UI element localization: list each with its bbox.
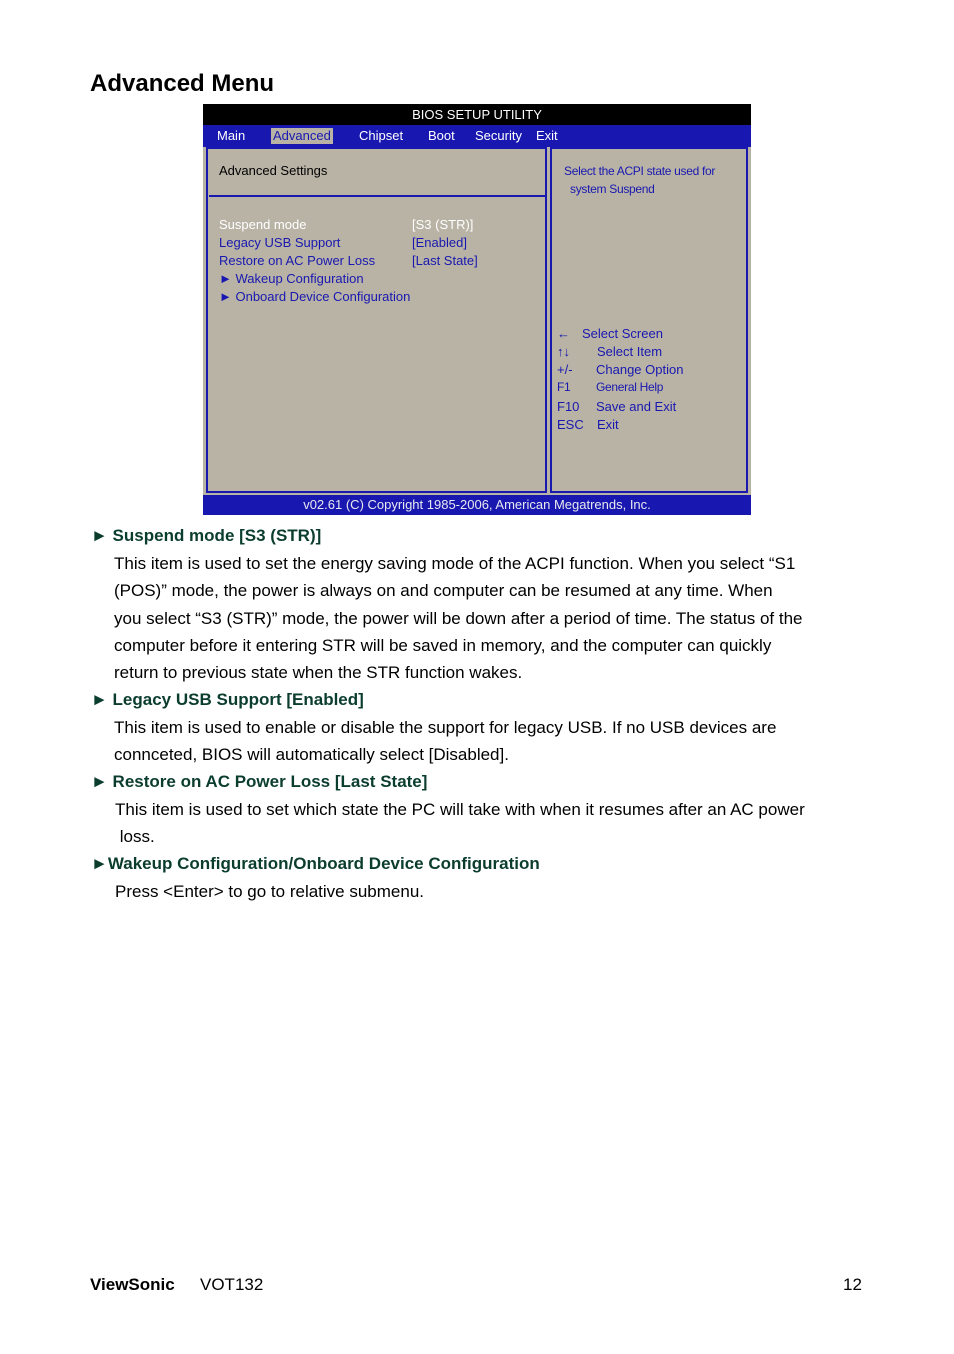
- bios-screenshot: [203, 104, 751, 515]
- bios-value-restore-ac: [Last State]: [412, 253, 478, 268]
- body-line: connceted, BIOS will automatically select [Disabled].: [114, 745, 509, 765]
- bios-item-restore-ac: Restore on AC Power Loss: [219, 253, 376, 268]
- plus-minus-key: +/-: [557, 362, 573, 377]
- bios-help-line: Select the ACPI state used for: [564, 164, 716, 178]
- bios-menu-advanced: Advanced: [273, 128, 331, 143]
- bios-menu-chipset: Chipset: [359, 128, 404, 143]
- body-line: loss.: [115, 827, 155, 847]
- section-heading-restore-ac: ► Restore on AC Power Loss [Last State]: [91, 772, 428, 791]
- body-line: This item is used to set the energy saving mode of the ACPI function. When you select “S1: [114, 554, 796, 573]
- bios-key-desc: Select Screen: [582, 326, 663, 341]
- bios-key-desc: Exit: [597, 417, 619, 432]
- left-arrow-key: ←: [557, 326, 570, 341]
- section-body-suspend-mode: [114, 550, 874, 686]
- bios-menu-exit: Exit: [536, 128, 558, 143]
- bios-menubar: [203, 125, 751, 147]
- bios-copyright: v02.61 (C) Copyright 1985-2006, American Megatrends, Inc.: [203, 495, 751, 515]
- bios-key-desc: Save and Exit: [596, 399, 677, 414]
- esc-key: ESC: [557, 417, 584, 432]
- bios-value-legacy-usb: [Enabled]: [412, 235, 467, 250]
- bios-key-row: [557, 399, 677, 414]
- page-number: 12: [843, 1275, 862, 1294]
- bios-settings-panel: [206, 147, 547, 493]
- body-line: computer before it entering STR will be saved in memory, and the computer can quickly: [114, 635, 772, 655]
- bios-help-text: [564, 162, 744, 198]
- bios-help-line: system Suspend: [570, 182, 655, 196]
- bios-item-onboard-config: ► Onboard Device Configuration: [219, 289, 411, 304]
- section-body-restore-ac: [115, 796, 875, 851]
- bios-item-legacy-usb: Legacy USB Support: [219, 235, 341, 250]
- bios-key-row: [557, 417, 619, 432]
- f1-key: F1: [557, 380, 571, 394]
- body-line: (POS)” mode, the power is always on and computer can be resumed at any time. When: [114, 581, 773, 601]
- body-line: return to previous state when the STR function wakes.: [114, 663, 523, 683]
- body-line: you select “S3 (STR)” mode, the power will be down after a period of time. The status of the: [114, 608, 803, 628]
- bios-title: BIOS SETUP UTILITY: [203, 104, 751, 125]
- bios-key-row: [557, 362, 684, 377]
- up-down-arrow-key: ↑↓: [557, 344, 570, 359]
- bios-key-desc: General Help: [596, 380, 664, 394]
- bios-key-row: [557, 344, 663, 359]
- bios-menu-main: Main: [217, 128, 246, 143]
- bios-menu-boot: Boot: [428, 128, 455, 143]
- bios-key-row: [557, 380, 664, 394]
- section-heading-wakeup-onboard: ►Wakeup Configuration/Onboard Device Configuration: [91, 854, 540, 873]
- bios-key-row: [557, 326, 663, 341]
- footer-brand: ViewSonic: [90, 1275, 175, 1294]
- bios-item-wakeup-config: ► Wakeup Configuration: [219, 271, 364, 286]
- bios-divider: [209, 195, 547, 197]
- f10-key: F10: [557, 399, 580, 414]
- page-title: Advanced Menu: [90, 70, 275, 97]
- bios-key-desc: Select Item: [597, 344, 663, 359]
- bios-key-desc: Change Option: [596, 362, 684, 377]
- bios-help-panel: [550, 147, 748, 493]
- bios-section-title: Advanced Settings: [219, 163, 328, 178]
- body-line: This item is used to set which state the PC will take with when it resumes after an AC power: [115, 800, 805, 819]
- bios-item-suspend-mode: Suspend mode: [219, 217, 307, 232]
- section-heading-legacy-usb: ► Legacy USB Support [Enabled]: [91, 690, 364, 709]
- section-heading-suspend-mode: ► Suspend mode [S3 (STR)]: [91, 526, 322, 545]
- footer-model: VOT132: [200, 1275, 264, 1294]
- bios-menu-security: Security: [475, 128, 522, 143]
- bios-value-suspend-mode: [S3 (STR)]: [412, 217, 474, 232]
- section-body-legacy-usb: [114, 714, 874, 769]
- body-line: Press <Enter> to go to relative submenu.: [115, 882, 425, 901]
- body-line: This item is used to enable or disable the support for legacy USB. If no USB devices are: [114, 718, 777, 737]
- section-body-wakeup-onboard: [115, 878, 875, 905]
